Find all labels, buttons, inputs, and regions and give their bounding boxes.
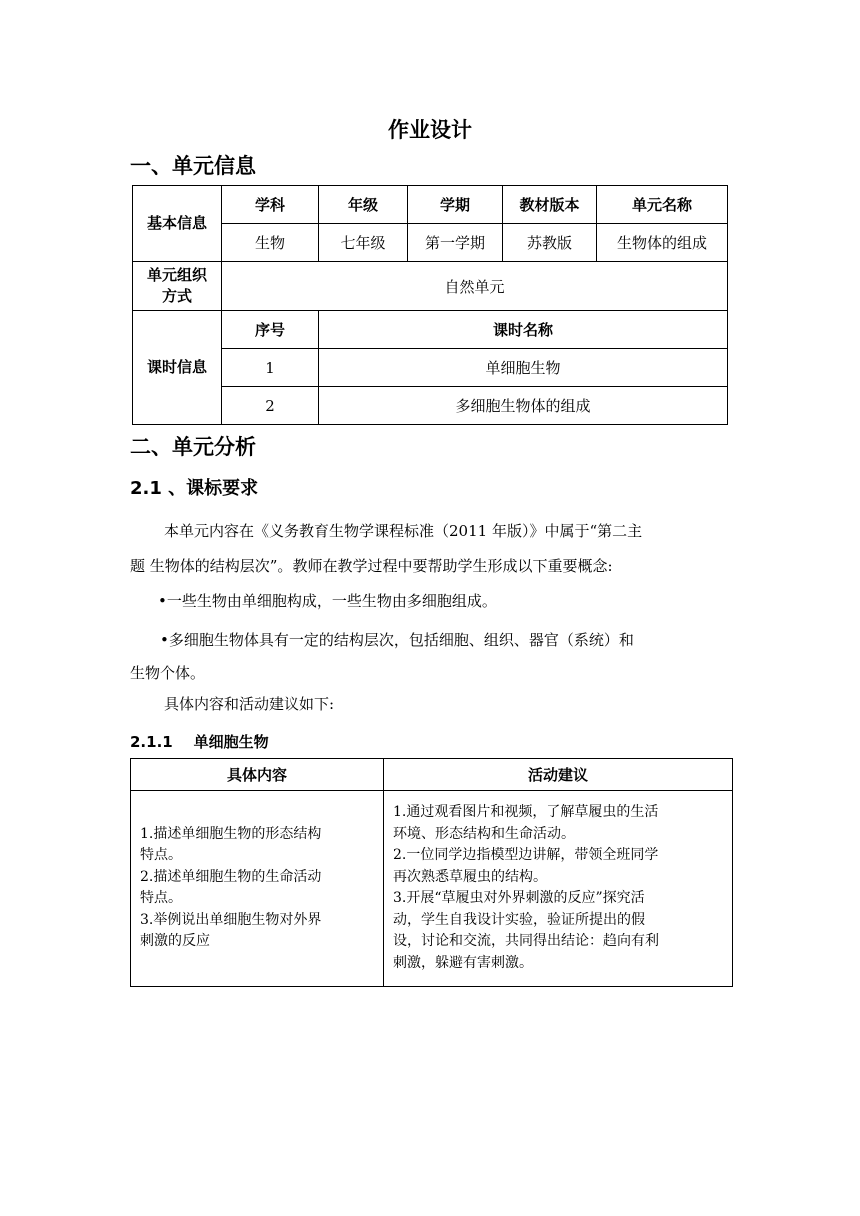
- value-grade: 七年级: [319, 224, 408, 262]
- unit-organization-label-line2: 方式: [161, 287, 192, 305]
- document-title: 作业设计: [388, 118, 472, 142]
- concept-bullet-1: •一些生物由单细胞构成，一些生物由多细胞组成。: [158, 592, 497, 610]
- activity-line: 再次熟悉草履虫的结构。: [393, 868, 547, 885]
- header-specific-content: 具体内容: [131, 759, 384, 791]
- unit-organization-label: [133, 262, 222, 311]
- header-textbook-edition: 教材版本: [503, 186, 597, 224]
- lesson-row: [133, 387, 728, 425]
- header-semester: 学期: [408, 186, 503, 224]
- header-lesson-number: 序号: [222, 311, 319, 349]
- section-heading-unit-info: 一、单元信息: [130, 154, 256, 178]
- lesson-number: 1: [222, 349, 319, 387]
- content-line: 2.描述单细胞生物的生命活动: [140, 868, 322, 885]
- lesson-name: 多细胞生物体的组成: [319, 387, 728, 425]
- activity-intro-text: 具体内容和活动建议如下:: [164, 695, 335, 713]
- content-line: 刺激的反应: [140, 933, 210, 949]
- unit-info-table: [132, 185, 728, 425]
- subheading-curriculum-requirements: 2.1 、课标要求: [130, 478, 259, 499]
- header-lesson-name: 课时名称: [319, 311, 728, 349]
- specific-content-cell: [131, 791, 384, 987]
- content-line: 1.描述单细胞生物的形态结构: [140, 825, 322, 842]
- activity-line: 1.通过观看图片和视频，了解草履虫的生活: [393, 804, 659, 820]
- unit-organization-value: 自然单元: [222, 262, 728, 311]
- intro-paragraph: [130, 514, 730, 584]
- header-grade: 年级: [319, 186, 408, 224]
- subheading-single-cell-organisms: 2.1.1 单细胞生物: [130, 733, 269, 751]
- header-activity-suggestions: 活动建议: [384, 759, 733, 791]
- value-unit-name: 生物体的组成: [597, 224, 728, 262]
- value-textbook-edition: 苏教版: [503, 224, 597, 262]
- activity-suggestions-cell: [384, 791, 733, 987]
- content-line: 3.举例说出单细胞生物对外界: [140, 911, 322, 928]
- basic-info-label: 基本信息: [133, 186, 222, 262]
- lesson-number: 2: [222, 387, 319, 425]
- header-unit-name: 单元名称: [597, 186, 728, 224]
- lesson-info-label: 课时信息: [133, 311, 222, 425]
- value-subject: 生物: [222, 224, 319, 262]
- activity-line: 2.一位同学边指模型边讲解，带领全班同学: [393, 847, 659, 863]
- content-activity-table: [130, 758, 733, 987]
- concept-bullet-2: [130, 624, 730, 690]
- lesson-name: 单细胞生物: [319, 349, 728, 387]
- unit-organization-label-line1: 单元组织: [146, 266, 207, 284]
- activity-line: 刺激，躲避有害刺激。: [393, 954, 533, 971]
- concept-bullet-2-line2: 生物个体。: [130, 664, 206, 682]
- lesson-row: [133, 349, 728, 387]
- activity-line: 3.开展“草履虫对外界刺激的反应”探究活: [393, 890, 645, 906]
- concept-bullet-2-line1: •多细胞生物体具有一定的结构层次，包括细胞、组织、器官（系统）和: [160, 631, 634, 649]
- section-heading-unit-analysis: 二、单元分析: [130, 435, 256, 459]
- activity-line: 动，学生自我设计实验，验证所提出的假: [393, 911, 645, 928]
- activity-line: 环境、形态结构和生命活动。: [393, 825, 575, 842]
- content-line: 特点。: [140, 890, 182, 906]
- value-semester: 第一学期: [408, 224, 503, 262]
- content-line: 特点。: [140, 847, 182, 863]
- intro-paragraph-line1: 本单元内容在《义务教育生物学课程标准（2011 年版）》中属于“第二主: [164, 522, 643, 540]
- activity-line: 设，讨论和交流，共同得出结论：趋向有利: [393, 933, 659, 949]
- intro-paragraph-line2: 题 生物体的结构层次”。教师在教学过程中要帮助学生形成以下重要概念:: [130, 557, 613, 575]
- header-subject: 学科: [222, 186, 319, 224]
